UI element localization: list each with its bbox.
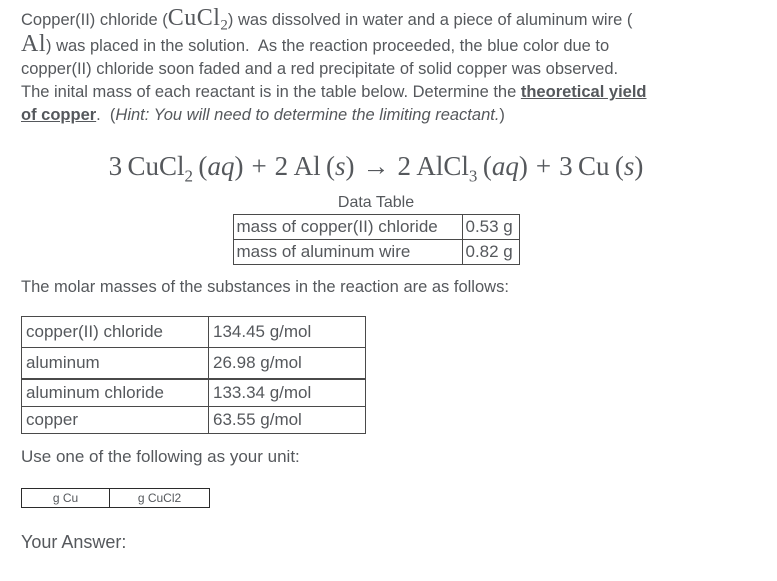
problem-text: The inital mass of each reactant is in the table below. Determine the: [21, 83, 521, 101]
table-row: [233, 215, 519, 240]
molar-masses-intro: The molar masses of the substances in the reaction are as follows:: [21, 278, 509, 296]
unit-prompt: Use one of the following as your unit:: [21, 447, 300, 466]
molar-mass-table-1-body: [22, 317, 366, 379]
row-label: mass of aluminum wire: [233, 240, 462, 265]
equation-subscript: 2: [184, 166, 194, 186]
problem-text: . (: [96, 106, 116, 124]
hint-text: Hint: You will need to determine the limiting reactant.: [115, 106, 500, 124]
problem-text: copper(II) chloride soon faded and a red precipitate of solid copper was observed.: [21, 60, 619, 78]
table-row: [22, 317, 366, 348]
equation-operator: +: [535, 151, 552, 181]
table-row: [22, 380, 366, 407]
row-label: copper(II) chloride: [22, 317, 209, 348]
molar-mass-table-1: [21, 316, 366, 379]
problem-line-5: [21, 104, 761, 127]
chemical-equation: [21, 148, 731, 184]
data-table-caption: Data Table: [337, 194, 415, 211]
equation-state: s: [623, 151, 635, 181]
row-value: 0.82 g: [462, 240, 519, 265]
row-value: 134.45 g/mol: [209, 317, 366, 348]
formula-cucl2: CuCl: [167, 5, 221, 31]
data-table: [233, 214, 520, 265]
problem-statement: [21, 6, 761, 127]
formula-subscript: 2: [220, 17, 228, 34]
row-label: mass of copper(II) chloride: [233, 215, 462, 240]
molar-mass-table-2-body: [22, 380, 366, 434]
row-value: 133.34 g/mol: [209, 380, 366, 407]
row-value: 63.55 g/mol: [209, 407, 366, 434]
problem-text: ) was dissolved in water and a piece of aluminum wire (: [227, 11, 633, 29]
unit-option-g-cu[interactable]: g Cu: [21, 488, 110, 508]
your-answer-label: Your Answer:: [21, 532, 127, 552]
row-value: 26.98 g/mol: [209, 348, 366, 379]
equation-state: aq: [207, 151, 235, 181]
equation-operator: +: [251, 151, 267, 181]
problem-line-2: [21, 32, 761, 58]
molar-mass-table-2: [21, 379, 366, 434]
row-label: copper: [22, 407, 209, 434]
equation-term: 2 AlCl$_3$ (aq): [397, 151, 528, 186]
emphasis-of-copper: of copper: [21, 106, 97, 124]
equation-operator: →: [362, 151, 390, 181]
table-row: [22, 407, 366, 434]
unit-options: [21, 488, 761, 508]
equation-term: 3 CuCl$_2$ (aq): [108, 151, 244, 186]
equation-state: s: [334, 151, 346, 181]
emphasis-theoretical-yield: theoretical yield: [520, 83, 647, 101]
data-table-section: [21, 193, 731, 265]
problem-text: ): [499, 106, 505, 124]
equation-state: aq: [491, 151, 519, 181]
table-row: [22, 348, 366, 379]
problem-line-3: [21, 58, 761, 81]
equation-subscript: 3: [468, 166, 478, 186]
equation-term: 3 Cu (s): [559, 151, 644, 181]
equation-term: 2 Al (s): [274, 151, 355, 181]
problem-line-4: [21, 81, 761, 104]
problem-text: ) was placed in the solution. As the reaction proceeded, the blue color due to: [46, 37, 610, 55]
problem-text: Copper(II) chloride (: [21, 11, 168, 29]
formula-al: Al: [21, 31, 46, 57]
row-label: aluminum: [22, 348, 209, 379]
row-value: 0.53 g: [462, 215, 519, 240]
row-label: aluminum chloride: [22, 380, 209, 407]
table-row: [233, 240, 519, 265]
data-table-body: [233, 215, 519, 265]
problem-line-1: [21, 6, 761, 32]
unit-option-g-cucl2[interactable]: g CuCl2: [109, 488, 210, 508]
